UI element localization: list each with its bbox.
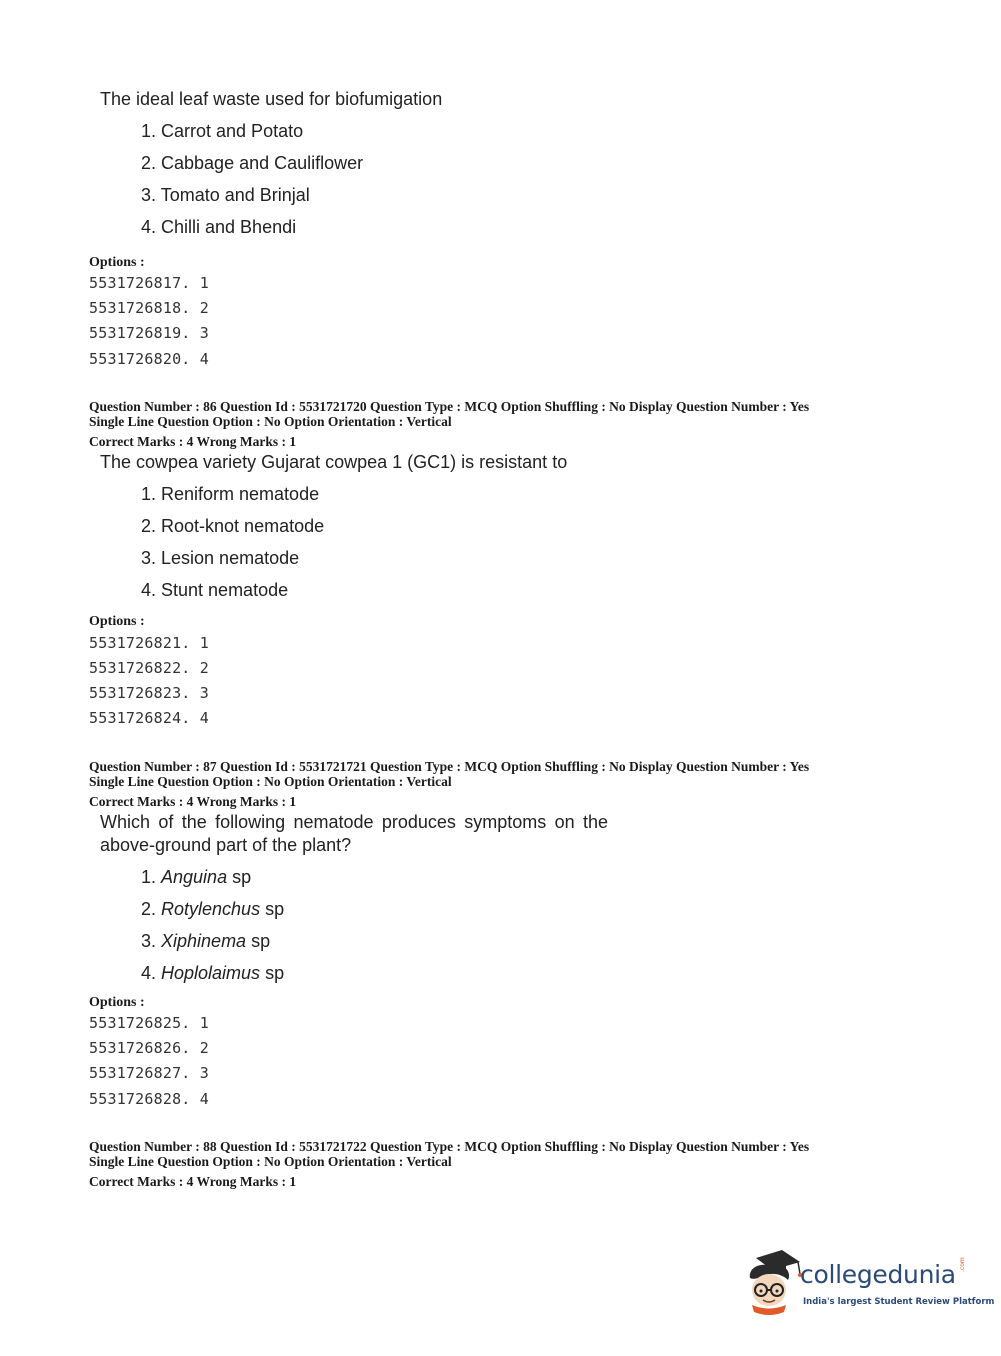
q85-choice-3: 3. Tomato and Brinjal: [141, 185, 310, 205]
q87-choice-4: [141, 963, 284, 984]
q87-marks: Correct Marks : 4 Wrong Marks : 1: [89, 794, 297, 809]
question-87-text-line-1: [100, 812, 608, 833]
q85-option-id-4: 5531726820. 4: [89, 350, 209, 368]
q87-option-id-4: 5531726828. 4: [89, 1090, 209, 1108]
q86-meta-line-2: Single Line Question Option : No Option Orientation : Vertical: [89, 414, 452, 429]
q87-choice-1-genus: Anguina: [161, 867, 228, 887]
collegedunia-logo[interactable]: [742, 1250, 995, 1320]
q87-option-id-3: 5531726827. 3: [89, 1064, 209, 1082]
q87-choice-2-suffix: sp: [260, 899, 285, 919]
q87-choice-4-suffix: sp: [260, 963, 285, 983]
q87-option-id-1: 5531726825. 1: [89, 1014, 209, 1032]
q86-option-id-3: 5531726823. 3: [89, 684, 209, 702]
q86-option-id-1: 5531726821. 1: [89, 634, 209, 652]
q86-choice-3: 3. Lesion nematode: [141, 548, 300, 568]
q87-choice-2: [141, 899, 284, 920]
q87-choice-3-genus: Xiphinema: [161, 931, 247, 951]
q85-choice-4: 4. Chilli and Bhendi: [141, 217, 297, 237]
q86-choice-4: 4. Stunt nematode: [141, 580, 289, 600]
q86-option-id-2: 5531726822. 2: [89, 659, 209, 677]
mascot-icon: [742, 1250, 802, 1320]
q87-choice-3: [141, 931, 270, 952]
logo-tagline: India's largest Student Review Platform: [803, 1297, 995, 1307]
question-86-text: The cowpea variety Gujarat cowpea 1 (GC1) is resistant to: [100, 452, 568, 472]
q87-meta-line-2: Single Line Question Option : No Option Orientation : Vertical: [89, 774, 452, 789]
q86-choice-1: 1. Reniform nematode: [141, 484, 320, 504]
q86-choice-2: 2. Root-knot nematode: [141, 516, 325, 536]
q87-choice-1: [141, 867, 251, 888]
q87-option-id-2: 5531726826. 2: [89, 1039, 209, 1057]
q88-meta-line-2: Single Line Question Option : No Option Orientation : Vertical: [89, 1154, 452, 1169]
q85-option-id-2: 5531726818. 2: [89, 299, 209, 317]
q87-meta-line-1: Question Number : 87 Question Id : 5531721721 Question Type : MCQ Option Shuffling : No Display Question Number : Yes: [89, 759, 810, 774]
q85-choice-2: 2. Cabbage and Cauliflower: [141, 153, 364, 173]
question-87-text-line-2: above-ground part of the plant?: [100, 835, 352, 855]
q86-options-label: Options :: [89, 614, 145, 629]
logo-wordmark: collegedunia: [800, 1260, 956, 1289]
q85-choice-1: 1. Carrot and Potato: [141, 121, 304, 141]
q86-meta-line-1: Question Number : 86 Question Id : 5531721720 Question Type : MCQ Option Shuffling : No Display Question Number : Yes: [89, 399, 810, 414]
q87-choice-4-genus: Hoplolaimus: [161, 963, 261, 983]
q85-options-label: Options :: [89, 255, 145, 270]
q86-option-id-4: 5531726824. 4: [89, 709, 209, 727]
q85-option-id-3: 5531726819. 3: [89, 324, 209, 342]
q85-option-id-1: 5531726817. 1: [89, 274, 209, 292]
question-85-text: The ideal leaf waste used for biofumigation: [100, 89, 443, 109]
q87-choice-3-num: 3.: [141, 931, 162, 951]
q88-meta-line-1: Question Number : 88 Question Id : 5531721722 Question Type : MCQ Option Shuffling : No Display Question Number : Yes: [89, 1139, 810, 1154]
logo-dotcom: .com: [959, 1257, 966, 1272]
q86-marks: Correct Marks : 4 Wrong Marks : 1: [89, 434, 297, 449]
question-87-text-line-1-span: Which of the following nematode produces symptoms on the: [100, 812, 608, 832]
q87-choice-3-suffix: sp: [246, 931, 271, 951]
q87-options-label: Options :: [89, 995, 145, 1010]
q87-choice-2-genus: Rotylenchus: [161, 899, 261, 919]
q87-choice-2-num: 2.: [141, 899, 162, 919]
q87-choice-1-suffix: sp: [227, 867, 252, 887]
q88-marks: Correct Marks : 4 Wrong Marks : 1: [89, 1174, 297, 1189]
q87-choice-4-num: 4.: [141, 963, 162, 983]
q87-choice-1-num: 1.: [141, 867, 162, 887]
